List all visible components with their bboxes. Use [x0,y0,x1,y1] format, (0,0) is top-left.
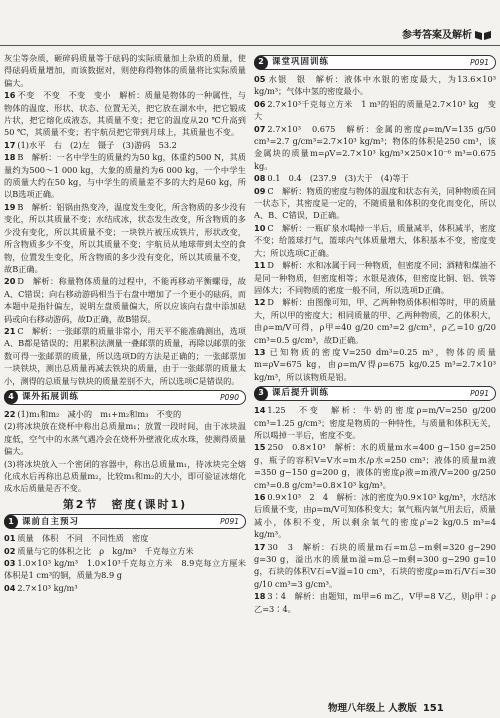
question-number: 19 [4,201,16,212]
section-number-badge: 4 [4,390,18,404]
answer-text: C 解析：一张邮票的质量非常小，用天平不能准确测出，选项A、B都是错误的；用累积法测量一叠邮票的质量，再除以邮票的张数可得一张邮票的质量，所以选项D的方法是正确的；一张邮票加一块铁块，测出总质量再减去铁块的质量，由于一张邮票的质量太小，测得的总质量与铁块的质量差别不大，所以选项C是错误的。 [4,325,246,386]
book-logo-icon [474,29,492,41]
question-number: 22 [4,408,16,419]
answer-text: D 解析：水和冰属于同一种物质，但密度不同；酒精和煤油不是同一种物质，但密度相等；水银是液体，但密度比铜、铝、铁等固体大；不同物质的密度一般不同，所以选项D正确。 [254,260,496,295]
answer-text: 2.7×10³千克每立方米 1 m³的铝的质量是2.7×10³ kg 变大 [254,98,496,122]
answer-text: C 解析：物质的密度与物体的温度和状态有关，同种物质在同一状态下，其密度是一定的，不随质量和体积的变化而变化，所以A、B、C错误，D正确。 [254,185,496,221]
answer-text: 已知物质的密度V=250 dm³=0.25 m³，物体的质量m=ρV=675 kg，由ρ=m/V得ρ=675 kg/0.25 m³=2.7×10³ kg/m³，所以该物质是铝。 [254,346,496,382]
section-label: 课堂巩固训练 [272,57,330,68]
question-number: 03 [4,558,16,569]
answer-text: (3)将冰块放入一个密闭的容器中，称出总质量m₁，待冰块完全熔化成水后再称出总质量m₂，比较m₁和m₂的大小，即可验证冰熔化成水后质量是否不变。 [4,458,246,494]
answer-text: 2.7×10³ 0.675 解析：金属的密度ρ=m/V=135 g/50 cm³=2.7 g/cm³=2.7×10³ kg/m³；物体的体积是250 cm³，该金属块的质量m=ρV=2.7×10³ kg/m³×250×10⁻⁶ m³=0.675 kg。 [254,123,496,171]
question-number: 21 [4,325,16,336]
answer-item [4,275,246,325]
answer-item [254,590,496,615]
question-number: 11 [254,260,266,271]
question-number: 16 [254,492,266,502]
book-title: 物理八年级上 人教版 [328,702,417,714]
answer-text: 0.9×10³ 2 4 解析：冰的密度为0.9×10³ kg/m³，水结冰后质量不变，由ρ=m/V可知体积变大；氧气瓶内氧气用去后，质量减小，体积不变，所以剩余氧气的密度ρ′=2 kg/0.5 m³=4 kg/m³。 [254,492,496,540]
page-reference: P091 [470,389,489,399]
page-reference: P090 [220,392,239,402]
section-label: 课前自主预习 [22,516,80,527]
answer-item [4,139,246,151]
answer-text: C 解析：一瓶矿泉水喝掉一半后，质量减半，体积减半，密度不变；给篮球打气，篮球内气体质量增大，体积基本不变，密度变大；所以选项C正确。 [254,222,496,258]
answer-text: (1)m₁和m₂ 减小的 m₁+m₂和m₃ 不变的 [17,408,182,419]
question-number: 17 [4,139,16,150]
answer-item [254,404,496,441]
answer-item [254,222,496,259]
section-number-badge: 3 [254,387,268,401]
answer-text: 0.1 0.4 (237.9 (3)大于 (4)等于 [267,173,409,184]
answer-text: 灰尘等杂质，砸碎码质量等于砝码的实际质量加上杂质的质量，使得砝码质量增加，而该数据对，则使称得物体的质量将比实际质量偏大。 [4,53,246,88]
answer-text: B 解析：一名中学生的质量约为50 kg，体重约500 N，其质量约为500～1 000 kg，大象的质量约为6 000 kg，一个中学生的质量大约在50 kg，与中学生的质量差不多的大约是60 kg，所以B选项正确。 [4,152,246,200]
question-number: 20 [4,276,16,287]
answer-item [254,123,496,173]
question-number: 16 [4,90,16,101]
answer-text: 1.0×10³ kg/m³ 1.0×10³千克每立方米 8.9克每立方厘米 体积是1 cm³的铜，质量为8.9 g [4,558,255,581]
answers-block [4,408,246,495]
answer-item [254,441,496,491]
answer-item [254,98,496,123]
answer-text: 30 3 解析：石块的质量m石=m总−m剩=320 g−290 g=30 g，溢出水的质量m溢=m总−m剩=300 g−290 g=10 g，石块的体积V石=V溢=10 cm³，石块的密度ρ=m石/V石=30 g/10 cm³=3 g/cm³。 [254,541,496,589]
page-number: 151 [422,702,444,714]
answers-block [4,532,255,594]
question-number: 18 [4,152,16,163]
answer-text: 3∶4 解析：由题知，m甲=6 m乙，V甲=8 V乙，则ρ甲∶ρ乙=3∶4。 [254,591,496,614]
answers-block [254,404,496,615]
answer-item [4,458,246,495]
answer-item [4,151,246,201]
page-reference: P091 [220,517,239,527]
answer-item [4,532,246,544]
answer-item [4,325,246,387]
answer-item [4,201,246,275]
answer-text: B 解析：铝锅由热变冷，温度发生变化，所含物质的多少没有变化，所以其质量不变；水结成冰，状态发生改变，所含物质的多少没有变化，所以其质量不变；一块铁片被压成铁片，形状改变，所含物质多少不变，所以其质量不变；宇航员从地球带到太空的食物，位置发生变化，所含物质的多少没有变化，所以其质量不变，故B正确。 [4,201,246,274]
answer-item [254,185,496,222]
question-number: 04 [4,582,16,593]
answer-item [254,541,496,591]
section-number-badge: 2 [254,56,268,70]
lesson-title: 第2节 密度(课时1) [62,497,188,511]
answer-text: 不变 不变 不变 变小 解析：质量是物体的一种属性，与物体的温度、形状、状态、位置无关，把它放在湖水中，把它锻成片状，把它熔化成液态，其质量不变；把它的温度从20 ℃升高到50 ℃，其质量不变；若宇航员把它带到月球上，其质量也不变。 [4,90,246,138]
page-reference: P091 [470,58,489,67]
answer-text: 250 0.8×10³ 解析：水的质量m水=400 g−150 g=250 g，瓶子的容积V=V水=m水/ρ水=250 cm³；液体的质量m液=350 g−150 g=200 g，液体的密度ρ液=m液/V=200 g/250 cm³=0.8 g/cm³=0.8×10³ kg/m³。 [254,442,496,490]
answer-text: 质量 体积 不同 不同性质 密度 [17,533,149,544]
question-number: 07 [254,123,266,134]
answer-text: D 解析：由图像可知，甲、乙两种物质体积相等时，甲的质量大，所以甲的密度大；相同质量的甲、乙两种物质，乙的体积大，由ρ=m/V可得，ρ甲=40 g/20 cm³=2 g/cm³，ρ乙=10 g/20 cm³=0.5 g/cm³，故D正确。 [254,297,496,345]
answer-text: 1.25 不变 解析：牛奶的密度ρ=m/V=250 g/200 cm³=1.25 g/cm³；密度是物质的一种特性，与质量和体积无关，所以喝掉一半后，密度不变。 [254,405,496,440]
answer-text: (1)水平 右 (2)左 镊子 (3)游码 53.2 [17,139,177,150]
header-title: 参考答案及解析 [402,30,472,41]
section-number-badge: 1 [4,515,18,529]
question-number: 15 [254,442,266,453]
answer-item [4,557,255,582]
left-column [4,52,255,594]
section-label: 课外拓展训练 [22,392,80,403]
page-footer [328,700,500,718]
answer-text: 2.7×10³ kg/m³ [17,582,78,593]
section-preview [4,514,246,529]
answer-item [254,491,496,541]
section-extension [4,390,246,405]
question-number: 14 [254,405,266,416]
answers-block [254,73,496,383]
section-label: 课后提升训练 [272,388,330,399]
answer-item [4,582,246,594]
answer-item [254,73,496,98]
answer-item [254,296,496,346]
answer-item [254,259,496,296]
question-number: 02 [4,545,16,556]
answer-item [4,52,246,89]
question-number: 17 [254,541,266,552]
question-number: 13 [254,346,266,357]
answer-text: (2)将冰块放在烧杯中称出总质量m₁；放置一段时间，由于冰块温度低，空气中的水蒸气遇冷会在烧杯外壁液化成水珠，使测得质量偏大。 [4,421,246,457]
answer-item [4,408,246,420]
question-number: 12 [254,297,266,308]
question-number: 09 [254,185,266,196]
question-number: 05 [254,74,266,84]
answer-item [4,545,246,557]
section-classroom [254,55,496,70]
answers-block [4,52,246,387]
page-header [0,0,500,46]
question-number: 10 [254,222,266,233]
question-number: 06 [254,98,266,109]
question-number: 08 [254,173,266,184]
answer-item [4,89,246,139]
answer-item [254,346,496,383]
answer-item [4,420,246,457]
answer-item [254,172,496,184]
answer-text: 质量与它的体积之比 ρ kg/m³ 千克每立方米 [17,545,194,556]
answer-text: 水银 银 解析：液体中水银的密度最大，为13.6×10³ kg/m³；气体中氢的密度最小。 [254,74,496,97]
section-after-class [254,386,496,401]
answer-text: D 解析：称量物体质量的过程中，不能再移动平衡螺母，故A、C错误；向右移动游码相当于右盘中增加了一个更小的砝码，而本题中是指针偏左，说明左盘质量偏大，所以应该向右盘中添加砝码或向右移动游码，故D正确，故B错误。 [4,276,246,324]
question-number: 18 [254,591,266,602]
right-column [254,52,496,615]
question-number: 01 [4,533,16,544]
